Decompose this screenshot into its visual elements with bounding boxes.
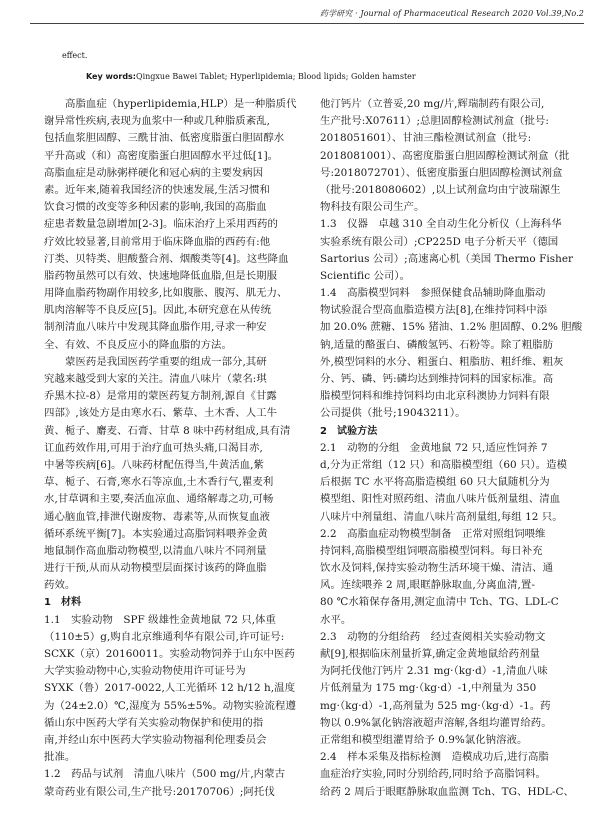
right-column-line: 给药 2 周后于眼眶静脉取血监测 Tch、TG、HDL-C、 bbox=[320, 785, 574, 798]
right-column-line: 物试验混合型高血脂造模方法[8],在维持饲料中添 bbox=[320, 304, 548, 317]
right-column bbox=[320, 96, 588, 801]
right-column-line: 持饲料,高脂模型组饲喂高脂模型饲料。每日补充 bbox=[320, 544, 543, 557]
keywords-label: Key words: bbox=[86, 72, 137, 81]
left-column-line: 进行干预,从而从动物模型层面探讨该药的降血脂 bbox=[44, 562, 267, 575]
left-column bbox=[44, 96, 312, 801]
right-column-line: 为阿托伐他汀钙片 2.31 mg·（kg·d）-1,清血八味 bbox=[320, 665, 548, 678]
right-column-line: d,分为正常组（12 只）和高脂模型组（60 只）。造模 bbox=[320, 458, 568, 471]
right-column-line: 2.4 样本采集及指标检测 造模成功后,进行高脂 bbox=[320, 751, 549, 764]
left-column-line: 汀类、贝特类、胆酸螯合剂、烟酸类等[4]。这些降血 bbox=[44, 252, 289, 265]
left-column-line: 素。近年来,随着我国经济的快速发展,生活习惯和 bbox=[44, 183, 270, 196]
right-column-line: 生产批号:X07611）;总胆固醇检测试剂盒（批号: bbox=[320, 115, 549, 128]
right-column-line: （批号:2018080602）,以上试剂盒均由宁波瑞源生 bbox=[320, 183, 561, 196]
right-column-line: 1.3 仪器 卓越 310 全自动生化分析仪（上海科华 bbox=[320, 218, 562, 231]
right-column-line: 1.4 高脂模型饲料 参照保健食品辅助降血脂动 bbox=[320, 287, 546, 300]
left-column-line: 乔黑木拉-8）是常用的蒙医药复方制剂,源自《甘露 bbox=[44, 390, 277, 403]
left-column-line: 用降血脂药物副作用较多,比如腹胀、腹泻、肌无力、 bbox=[44, 287, 288, 300]
right-column-line: 血症治疗实验,同时分别给药,同时给予高脂饲料。 bbox=[320, 768, 546, 781]
left-column-line: 大学实验动物中心,实验动物使用许可证号为 bbox=[44, 665, 246, 678]
right-column-line: 号:2018072701）、低密度脂蛋白胆固醇检测试剂盒 bbox=[320, 166, 563, 179]
right-column-line: 80 ℃水箱保存备用,测定血清中 Tch、TG、LDL-C bbox=[320, 596, 559, 609]
right-column-line: mg·（kg·d）-1,高剂量为 525 mg·（kg·d）-1。药 bbox=[320, 699, 551, 712]
keywords-text: Qingxue Bawei Tablet; Hyperlipidemia; Blood lipids; Golden hamster bbox=[136, 72, 416, 81]
left-column-line: 水,甘草调和主要,奏活血凉血、通络解毒之功,可畅 bbox=[44, 493, 274, 506]
keywords bbox=[86, 72, 416, 81]
left-column-line: 高脂血症（hyperlipidemia,HLP）是一种脂质代 bbox=[65, 98, 297, 110]
left-column-line: 草、栀子、石膏,寒水石等凉血,土木香行气,瞿麦利 bbox=[44, 476, 274, 489]
right-column-line: 片低剂量为 175 mg·（kg·d）-1,中剂量为 350 bbox=[320, 682, 537, 695]
left-column-line: 制剂清血八味片中发现其降血脂作用,寻求一种安 bbox=[44, 321, 267, 334]
left-column-line: 平升高或（和）高密度脂蛋白胆固醇水平过低[1]。 bbox=[44, 149, 279, 162]
left-column-line: 中暑等疾病[6]。八味药材配伍得当,牛黄活血,紫 bbox=[44, 458, 264, 471]
left-column-line: SCXK（京）20160011。实验动物饲养于山东中医药 bbox=[44, 648, 295, 660]
left-column-line: 南,并经山东中医药大学实验动物福利伦理委员会 bbox=[44, 733, 267, 746]
right-column-line: 物科技有限公司生产。 bbox=[320, 201, 425, 214]
left-column-line: 四部》,该处方是由寒水石、紫草、土木香、人工牛 bbox=[44, 407, 278, 420]
right-column-line: 八味片中剂量组、清血八味片高剂量组,每组 12 只。 bbox=[320, 510, 563, 523]
right-column-line: 2.3 动物的分组给药 经过查阅相关实验动物文 bbox=[320, 630, 546, 643]
left-column-line: 黄、栀子、麝麦、石膏、甘草 8 味中药材组成,具有清 bbox=[44, 424, 291, 437]
right-column-line: 2018081001）、高密度脂蛋白胆固醇检测试剂盒（批 bbox=[320, 149, 570, 162]
right-column-line: 献[9],根据临床剂量折算,确定金黄地鼠给药剂量 bbox=[320, 648, 540, 660]
left-column-line: 疗效比较显著,目前常用于临床降血脂的西药有:他 bbox=[44, 235, 271, 248]
left-column-line: 地鼠制作高血脂动物模型,以清血八味片不同剂量 bbox=[44, 544, 267, 557]
right-column-line: 物以 0.9%氯化钠溶液超声溶解,各组均灌胃给药。 bbox=[320, 716, 552, 729]
left-column-line: 蒙奇药业有限公司,生产批号:20170706）;阿托伐 bbox=[44, 785, 275, 798]
right-column-line: 风。连续喂养 2 周,眼眶静脉取血,分离血清,置- bbox=[320, 579, 535, 592]
left-column-line: 为（24±2.0）℃,湿度为 55%±5%。动物实验流程遵 bbox=[44, 699, 296, 712]
left-column-line: 肌肉溶解等不良反应[5]。因此,本研究意在从传统 bbox=[44, 304, 272, 317]
right-column-line: 正常组和模型组灌胃给予 0.9%氯化钠溶液。 bbox=[320, 733, 528, 746]
right-column-line: 2018051601）、甘油三酯检测试剂盒（批号: bbox=[320, 132, 532, 145]
left-column-line: 包括血浆胆固醇、三酰甘油、低密度脂蛋白胆固醇水 bbox=[44, 132, 285, 145]
right-column-line: 外,模型饲料的水分、粗蛋白、粗脂肪、粗纤维、粗灰 bbox=[320, 355, 564, 368]
left-column-line: SYXK（鲁）2017-0022,人工光循环 12 h/12 h,温度 bbox=[44, 682, 296, 695]
left-column-line: 批准。 bbox=[44, 751, 76, 764]
right-column-line: 钠,适量的酪蛋白、磷酸氢钙、石粉等。除了粗脂肪 bbox=[320, 338, 554, 351]
section-heading: 1 材料 bbox=[44, 597, 82, 609]
right-column-line: Sartorius 公司）;高速离心机（美国 Thermo Fisher bbox=[320, 252, 574, 265]
left-column-line: 1.1 实验动物 SPF 级雄性金黄地鼠 72 只,体重 bbox=[44, 613, 276, 626]
left-column-line: 药效。 bbox=[44, 579, 76, 592]
left-column-line: 症患者数量急剧增加[2-3]。临床治疗上采用西药的 bbox=[44, 218, 278, 231]
right-column-line: Scientific 公司）。 bbox=[320, 269, 411, 282]
left-column-line: 循山东中医药大学有关实验动物保护和使用的指 bbox=[44, 716, 264, 729]
left-column-line: 饮食习惯的改变等多种因素的影响,我国的高脂血 bbox=[44, 201, 267, 214]
left-column-line: 高脂血症是动脉粥样硬化和冠心病的主要发病因 bbox=[44, 166, 264, 179]
header-rule bbox=[30, 23, 584, 24]
left-column-line: 讧血药效作用,可用于治疗血可热头痛,口渴目赤, bbox=[44, 441, 263, 454]
left-column-line: 蒙医药是我国医药学重要的组成一部分,其研 bbox=[65, 355, 267, 368]
left-column-line: （110±5）g,购自北京维通利华有限公司,许可证号: bbox=[44, 630, 285, 643]
right-column-line: 饮水及饲料,保持实验动物生活环境干燥、清洁、通 bbox=[320, 562, 554, 575]
section-heading: 2 试验方法 bbox=[320, 425, 378, 437]
left-column-line: 循环系统平衡[7]。本实验通过高脂饲料喂养金黄 bbox=[44, 527, 268, 540]
right-column-line: 2.1 动物的分组 金黄地鼠 72 只,适应性饲养 7 bbox=[320, 441, 548, 454]
right-column-line: 实验系统有限公司）;CP225D 电子分析天平（德国 bbox=[320, 235, 559, 248]
right-column-line: 水平。 bbox=[320, 613, 352, 626]
left-column-line: 全、有效、不良反应小的降血脂的方法。 bbox=[44, 338, 232, 351]
left-column-line: 究越来越受到大家的关注。清血八味片（蒙名:琪 bbox=[44, 373, 267, 385]
right-column-line: 加 20.0% 蔗糖、15% 猪油、1.2% 胆固醇、0.2% 胆酸 bbox=[320, 321, 583, 334]
right-column-line: 模型组、阳性对照药组、清血八味片低剂量组、清血 bbox=[320, 493, 561, 506]
right-column-line: 公司提供（批号;19043211）。 bbox=[320, 407, 466, 420]
left-column-line: 脂药物虽然可以有效、快速地降低血脂,但是长期服 bbox=[44, 269, 278, 282]
right-column-line: 他汀钙片（立普妥,20 mg/片,辉瑞制药有限公司, bbox=[320, 98, 545, 110]
abstract-tail: effect. bbox=[62, 51, 88, 60]
left-column-line: 谢异常性疾病,表现为血浆中一种或几种脂质紊乱, bbox=[44, 115, 270, 128]
left-column-line: 1.2 药品与试剂 清血八味片（500 mg/片,内蒙古 bbox=[44, 768, 286, 781]
right-column-line: 脂模型饲料和维持饲料均由北京科澳协力饲料有限 bbox=[320, 390, 550, 403]
right-column-line: 分、钙、磷、钙:磷均达到维持饲料的国家标准。高 bbox=[320, 373, 554, 385]
right-column-line: 后根据 TC 水平将高脂造模组 60 只大鼠随机分为 bbox=[320, 476, 550, 489]
right-column-line: 2.2 高脂血症动物模型制备 正常对照组饲喂维 bbox=[320, 527, 546, 540]
running-head: 药学研究 · Journal of Pharmaceutical Research 2020 Vol.39,No.2 bbox=[319, 9, 584, 18]
left-column-line: 通心脑血管,排泄代谢废物、毒素等,从而恢复血液 bbox=[44, 510, 270, 523]
